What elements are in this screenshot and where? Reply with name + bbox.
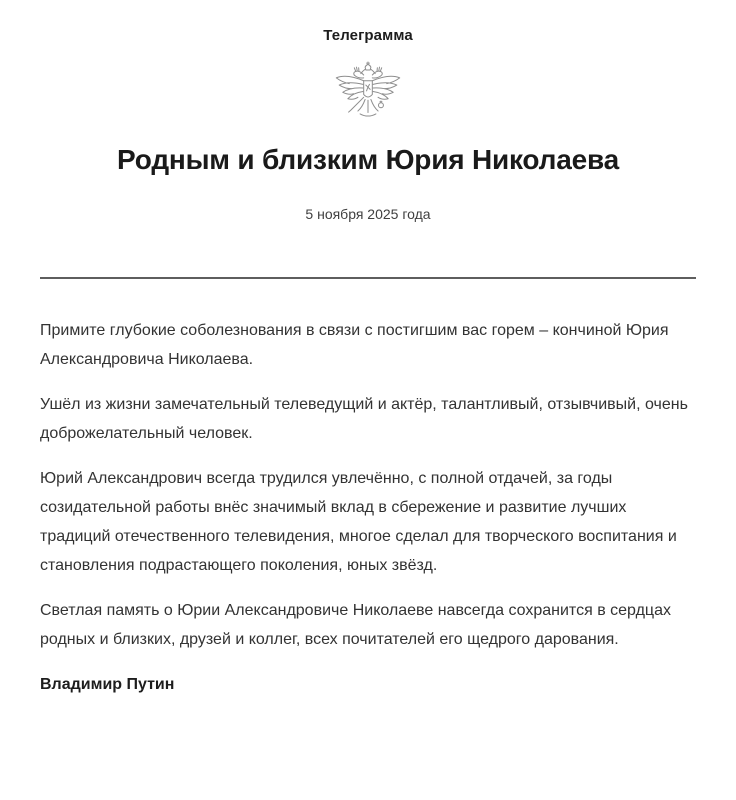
document-body [40, 316, 696, 699]
body-paragraph: Примите глубокие соболезнования в связи с постигшим вас горем – кончиной Юрия Александровича Николаева. [40, 322, 669, 368]
document-date: 5 ноября 2025 года [305, 206, 431, 222]
document-type-label: Телеграмма [323, 27, 413, 44]
body-paragraph: Ушёл из жизни замечательный телеведущий и актёр, талантливый, отзывчивый, очень доброжелательный человек. [40, 396, 688, 442]
signature: Владимир Путин [40, 676, 175, 693]
page-title: Родным и близким Юрия Николаева [117, 144, 619, 175]
body-paragraph: Светлая память о Юрии Александровиче Николаеве навсегда сохранится в сердцах родных и близких, друзей и коллег, всех почитателей его щедрого дарования. [40, 602, 671, 648]
emblem-container [0, 59, 736, 127]
russia-coat-of-arms-icon [332, 59, 404, 127]
body-paragraph: Юрий Александрович всегда трудился увлечённо, с полной отдачей, за годы созидательной работы внёс значимый вклад в сбережение и развитие лучших традиций отечественного телевидения, многое сделал для творческого воспитания и становления подрастающего поколения, юных звёзд. [40, 470, 677, 574]
divider [40, 277, 696, 279]
